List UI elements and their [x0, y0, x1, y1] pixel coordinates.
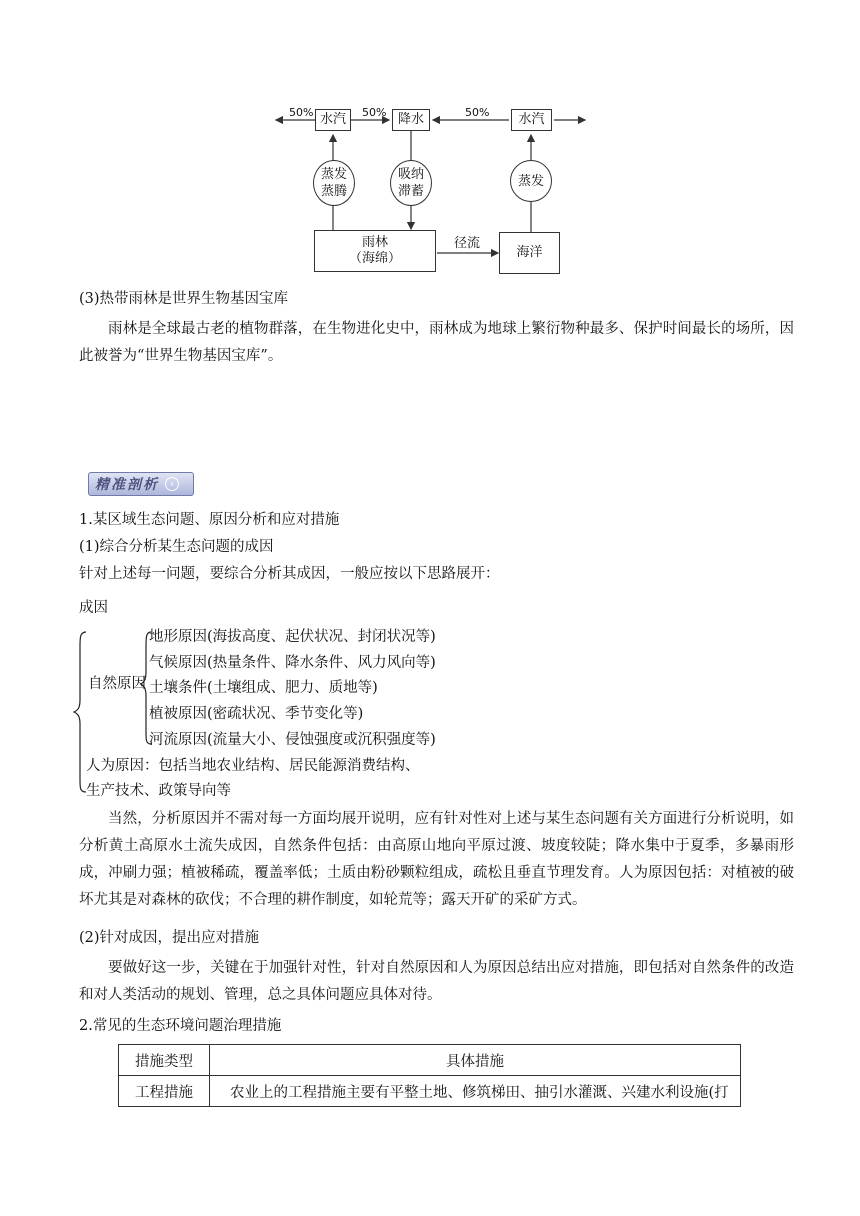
vapor-right-box: 水汽 — [511, 109, 552, 131]
heading-1: 1.某区域生态问题、原因分析和应对措施 — [79, 512, 340, 528]
measures-paragraph: 要做好这一步，关键在于加强针对性，针对自然原因和人为原因总结出应对措施，即包括对自然条件的改造和对人类活动的规划、管理，总之具体问题应具体对待。 — [79, 960, 794, 1003]
analysis-paragraph: 当然，分析原因并不需对每一方面均展开说明，应有针对性对上述与某生态问题有关方面进行分析说明，如分析黄土高原水土流失成因，自然条件包括：由高原山地向平原过渡、坡度较陡；降水集中于夏季，多暴雨形成，冲刷力强；植被稀疏，覆盖率低；土质由粉砂颗粒组成，疏松且垂直节理发育。人为原因包括：对植被的破坏尤其是对森林的砍伐；不合理的耕作制度，如轮荒等；露天开矿的采矿方式。 — [79, 811, 794, 908]
table-row — [119, 1076, 741, 1107]
measures-table — [118, 1044, 741, 1107]
evaporation-oval: 蒸发 — [510, 160, 552, 202]
runoff-label: 径流 — [454, 236, 481, 251]
oval-evap-line1: 蒸发 — [320, 167, 347, 182]
rainforest-label: 雨林 — [361, 235, 388, 250]
natural-item: 地形原因(海拔高度、起伏状况、封闭状况等) — [149, 629, 436, 645]
pct-left-label: 50% — [289, 106, 314, 119]
oval-absorb-line2: 滞蓄 — [397, 184, 424, 199]
section3-body: 雨林是全球最古老的植物群落，在生物进化史中，雨林成为地球上繁衍物种最多、保护时间最长的场所，因此被誉为“世界生物基因宝库”。 — [79, 321, 794, 364]
natural-item: 植被原因(密疏状况、季节变化等) — [149, 706, 364, 722]
natural-causes-label: 自然原因 — [88, 676, 146, 692]
table-header-row — [119, 1045, 741, 1076]
heading-2: 2.常见的生态环境问题治理措施 — [79, 1018, 282, 1034]
intro-text: 针对上述每一问题，要综合分析其成因，一般应按以下思路展开： — [79, 566, 500, 582]
tag-label: 精准剖析 — [95, 477, 159, 493]
row-measure-type: 工程措施 — [119, 1076, 210, 1107]
natural-item: 土壤条件(土壤组成、肥力、质地等) — [149, 680, 378, 696]
human-causes-line2: 生产技术、政策导向等 — [86, 783, 231, 799]
vapor-left-box: 水汽 — [315, 109, 351, 131]
natural-item: 气候原因(热量条件、降水条件、风力风向等) — [149, 655, 436, 671]
header-measure-detail: 具体措施 — [210, 1045, 741, 1076]
outer-brace — [74, 632, 86, 792]
pct-right-label: 50% — [465, 106, 490, 119]
oval-absorb-line1: 吸纳 — [397, 167, 424, 182]
ocean-box: 海洋 — [499, 232, 560, 274]
header-measure-type: 措施类型 — [119, 1045, 210, 1076]
rainforest-sponge-label: （海绵） — [348, 251, 401, 266]
chevron-right-icon: › — [165, 477, 179, 491]
natural-item: 河流原因(流量大小、侵蚀强度或沉积强度等) — [149, 732, 436, 748]
section3-title: (3)热带雨林是世界生物基因宝库 — [79, 291, 289, 307]
cause-label: 成因 — [79, 600, 108, 616]
row-measure-detail: 农业上的工程措施主要有平整土地、修筑梯田、抽引水灌溉、兴建水利设施(打 — [210, 1076, 741, 1107]
pct-mid-label: 50% — [362, 106, 387, 119]
oval-evap-line2: 蒸腾 — [320, 184, 347, 199]
human-causes-line1: 人为原因：包括当地农业结构、居民能源消费结构、 — [86, 758, 420, 774]
heading-1-sub1: (1)综合分析某生态问题的成因 — [79, 539, 274, 555]
rain-box: 降水 — [392, 109, 430, 131]
heading-1-sub2: (2)针对成因，提出应对措施 — [79, 930, 260, 946]
